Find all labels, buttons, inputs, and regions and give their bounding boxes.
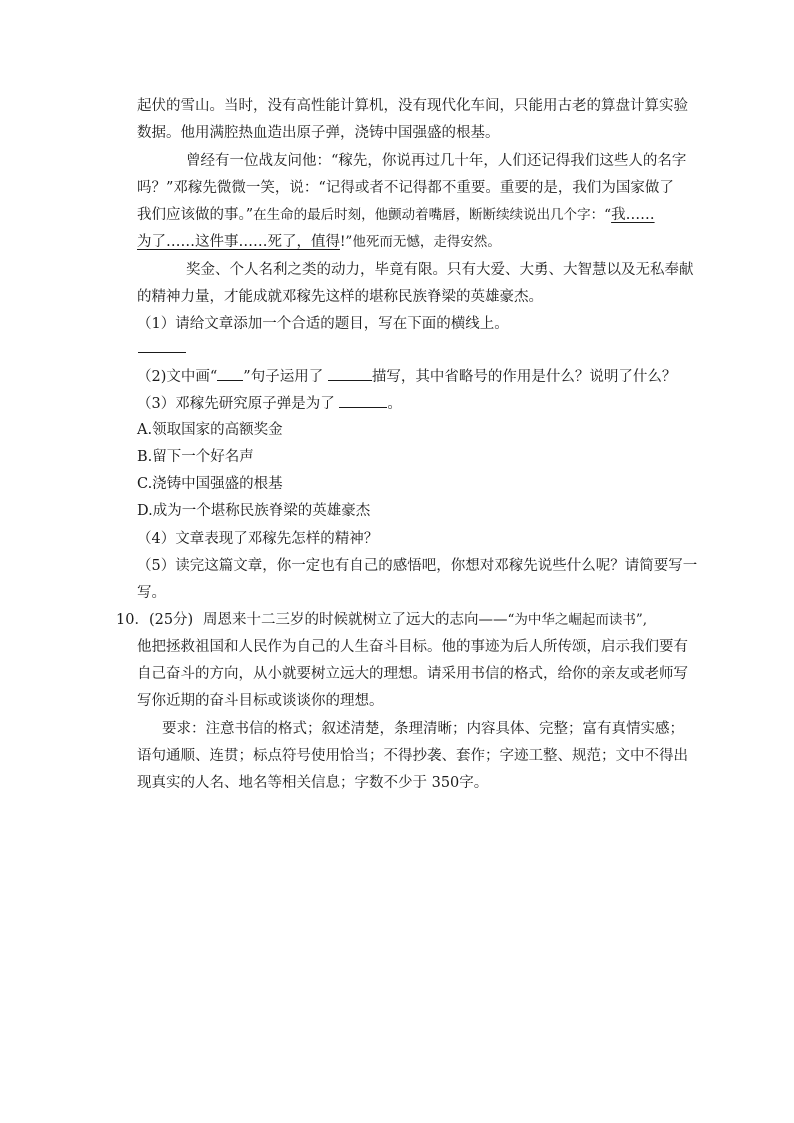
passage-line: 曾经有一位战友问他：“稼先，你说再过几十年，人们还记得我们这些人的名字: [186, 153, 687, 169]
passage-line: 吗？”邓稼先微微一笑，说：“记得或者不记得都不重要。重要的是，我们为国家做了: [137, 180, 674, 196]
essay-text: 周恩来十二三岁的时候就树立了远大的志向——: [203, 612, 508, 628]
requirements-line: 语句通顺、连贯；标点符号使用恰当；不得抄袭、套作；字迹工整、规范；文中不得出: [137, 748, 688, 764]
essay-quote: “为中华之崛起而读书”,: [507, 612, 648, 628]
question-text: ”句子运用了: [243, 369, 324, 385]
essay-line: 写你近期的奋斗目标或谈谈你的理想。: [137, 693, 384, 709]
answer-blank-line[interactable]: [138, 352, 186, 353]
question-5: （5）读完这篇文章，你一定也有自己的感悟吧，你想对邓稼先说些什么呢？请简要写一: [137, 558, 698, 574]
question-4: （4）文章表现了邓稼先怎样的精神？: [137, 531, 379, 547]
passage-line: 奖金、个人名利之类的动力，毕竟有限。只有大爱、大勇、大智慧以及无私奉献: [186, 262, 694, 278]
passage-text: 我们应该做的事。”: [137, 207, 254, 223]
option-d[interactable]: D.成为一个堪称民族脊梁的英雄豪杰: [137, 503, 371, 519]
answer-blank[interactable]: [217, 366, 243, 381]
passage-text: 在生命的最后时刻，他颤动着嘴唇，断断续续说出几个字：“: [253, 207, 612, 223]
question-number: 10．(25分): [116, 612, 194, 628]
passage-line: 的精神力量，才能成就邓稼先这样的堪称民族脊梁的英雄豪杰。: [137, 289, 543, 305]
question-5-cont: 写。: [137, 585, 166, 601]
answer-blank[interactable]: [328, 366, 372, 381]
essay-line: 他把拯救祖国和人民作为自己的人生奋斗目标。他的事迹为后人所传颂，启示我们要有: [137, 639, 688, 655]
question-text: （2)文中画“: [137, 369, 218, 385]
requirements-line: 要求：注意书信的格式；叙述清楚，条理清晰；内容具体、完整；富有真情实感；: [162, 721, 684, 737]
question-2: [137, 366, 676, 387]
question-1: （1）请给文章添加一个合适的题目，写在下面的横线上。: [137, 316, 509, 332]
underlined-sentence: 为了……这件事……死了，值得: [137, 234, 340, 250]
underlined-sentence: 我……: [611, 207, 655, 223]
question-3: [137, 393, 402, 414]
option-b[interactable]: B.留下一个好名声: [137, 449, 254, 465]
passage-line: [137, 232, 501, 252]
essay-line: [203, 610, 647, 630]
passage-line: 起伏的雪山。当时，没有高性能计算机，没有现代化车间，只能用古老的算盘计算实验: [137, 98, 688, 114]
answer-blank[interactable]: [339, 393, 387, 408]
passage-line: [137, 205, 655, 225]
essay-line: 自己奋斗的方向，从小就要树立远大的理想。请采用书信的格式，给你的亲友或老师写: [137, 666, 688, 682]
option-a[interactable]: A.领取国家的高额奖金: [137, 422, 283, 438]
question-text: 。: [387, 396, 402, 412]
option-c[interactable]: C.浇铸中国强盛的根基: [137, 476, 283, 492]
passage-text: !”他死而无憾，走得安然。: [340, 234, 501, 250]
question-text: 描写，其中省略号的作用是什么？说明了什么？: [371, 369, 677, 385]
question-text: （3）邓稼先研究原子弹是为了: [137, 396, 335, 412]
passage-line: 数据。他用满腔热血造出原子弹，浇铸中国强盛的根基。: [137, 125, 500, 141]
requirements-line: 现真实的人名、地名等相关信息；字数不少于 350字。: [137, 775, 489, 791]
